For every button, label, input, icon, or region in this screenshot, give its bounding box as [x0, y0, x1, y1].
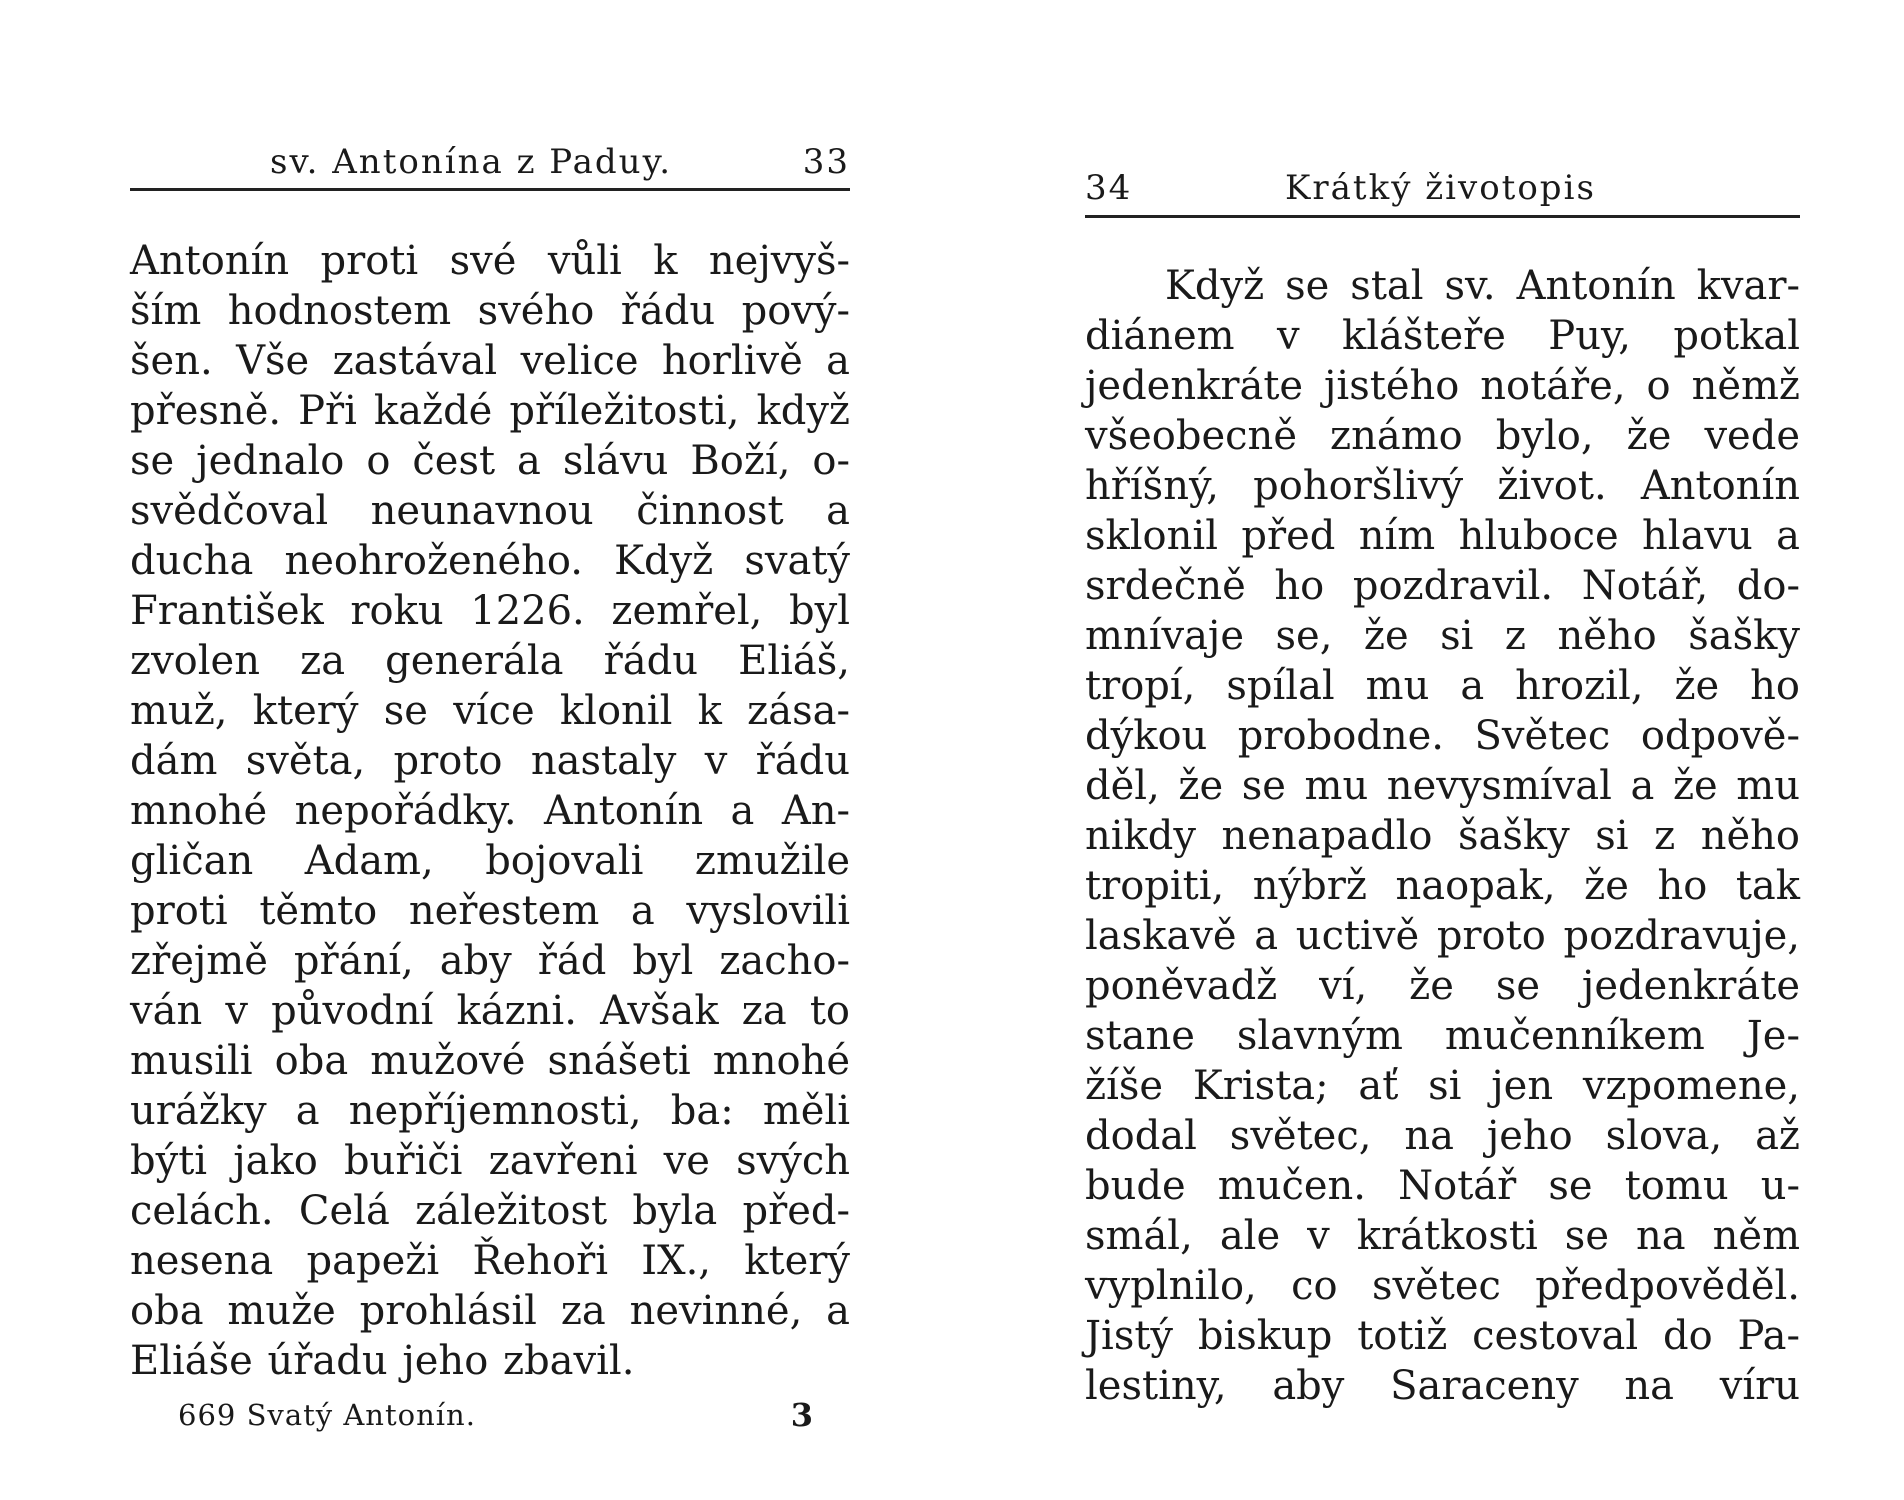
text-line: proti těmto neřestem a vyslovili — [130, 888, 850, 934]
right-running-head-title: Krátký životopis — [1285, 168, 1596, 208]
text-line: tropí, spílal mu a hrozil, že ho — [1085, 663, 1800, 709]
text-line: musili oba mužové snášeti mnohé — [130, 1038, 850, 1084]
text-line: oba muže prohlásil za nevinné, a — [130, 1288, 850, 1334]
text-line: tropiti, nýbrž naopak, že ho tak — [1085, 863, 1800, 909]
left-head-rule — [130, 188, 850, 191]
footer-sheet-number: 3 — [790, 1396, 813, 1434]
text-line: Jistý biskup totiž cestoval do Pa- — [1085, 1313, 1800, 1359]
text-line: ducha neohroženého. Když svatý — [130, 538, 850, 584]
text-line: mnívaje se, že si z něho šašky — [1085, 613, 1800, 659]
text-line: hříšný, pohoršlivý život. Antonín — [1085, 463, 1800, 509]
right-head-rule — [1085, 215, 1800, 218]
text-line: Eliáše úřadu jeho zbavil. — [130, 1338, 635, 1384]
text-line: zřejmě přání, aby řád byl zacho- — [130, 938, 850, 984]
text-line: všeobecně známo bylo, že vede — [1085, 413, 1800, 459]
text-line: muž, který se více klonil k zása- — [130, 688, 850, 734]
text-line: zvolen za generála řádu Eliáš, — [130, 638, 850, 684]
left-body-text — [130, 236, 850, 1386]
text-line: lestiny, aby Saraceny na víru — [1085, 1363, 1800, 1409]
text-line: diánem v klášteře Puy, potkal — [1085, 313, 1800, 359]
left-running-head-title: sv. Antonína z Paduy. — [270, 142, 673, 182]
text-line: býti jako buřiči zavřeni ve svých — [130, 1138, 850, 1184]
left-page-number: 33 — [802, 142, 850, 182]
right-running-head — [1085, 164, 1800, 212]
text-line: smál, ale v krátkosti se na něm — [1085, 1213, 1800, 1259]
text-line: nesena papeži Řehoři IX., který — [130, 1238, 850, 1284]
text-line: gličan Adam, bojovali zmužile — [130, 838, 850, 884]
text-line: mnohé nepořádky. Antonín a An- — [130, 788, 850, 834]
text-line: ván v původní kázni. Avšak za to — [130, 988, 850, 1034]
text-line: vyplnilo, co světec předpověděl. — [1085, 1263, 1800, 1309]
text-line: stane slavným mučenníkem Je- — [1085, 1013, 1800, 1059]
text-line: šen. Vše zastával velice horlivě a — [130, 338, 850, 384]
footer-signature: 669 Svatý Antonín. — [178, 1398, 476, 1432]
right-body-text — [1085, 261, 1800, 1411]
text-line: sklonil před ním hluboce hlavu a — [1085, 513, 1800, 559]
text-line: děl, že se mu nevysmíval a že mu — [1085, 763, 1800, 809]
text-line: bude mučen. Notář se tomu u- — [1085, 1163, 1800, 1209]
text-line: žíše Krista; ať si jen vzpomene, — [1085, 1063, 1800, 1109]
text-line: jedenkráte jistého notáře, o němž — [1085, 363, 1800, 409]
text-line: Antonín proti své vůli k nejvyš- — [130, 238, 850, 284]
text-line: dám světa, proto nastaly v řádu — [130, 738, 850, 784]
left-running-head — [130, 138, 850, 186]
text-line: se jednalo o čest a slávu Boží, o- — [130, 438, 850, 484]
text-line: svědčoval neunavnou činnost a — [130, 488, 850, 534]
text-line: dodal světec, na jeho slova, až — [1085, 1113, 1800, 1159]
text-line: dýkou probodne. Světec odpově- — [1085, 713, 1800, 759]
text-line: poněvadž ví, že se jedenkráte — [1085, 963, 1800, 1009]
text-line: Když se stal sv. Antonín kvar- — [1165, 263, 1800, 309]
left-footer — [178, 1393, 813, 1437]
text-line: srdečně ho pozdravil. Notář, do- — [1085, 563, 1800, 609]
text-line: František roku 1226. zemřel, byl — [130, 588, 850, 634]
text-line: urážky a nepříjemnosti, ba: měli — [130, 1088, 850, 1134]
text-line: nikdy nenapadlo šašky si z něho — [1085, 813, 1800, 859]
text-line: ším hodnostem svého řádu pový- — [130, 288, 850, 334]
text-line: laskavě a uctivě proto pozdravuje, — [1085, 913, 1800, 959]
text-line: celách. Celá záležitost byla před- — [130, 1188, 850, 1234]
right-page-number: 34 — [1085, 168, 1133, 208]
text-line: přesně. Při každé příležitosti, když — [130, 388, 850, 434]
